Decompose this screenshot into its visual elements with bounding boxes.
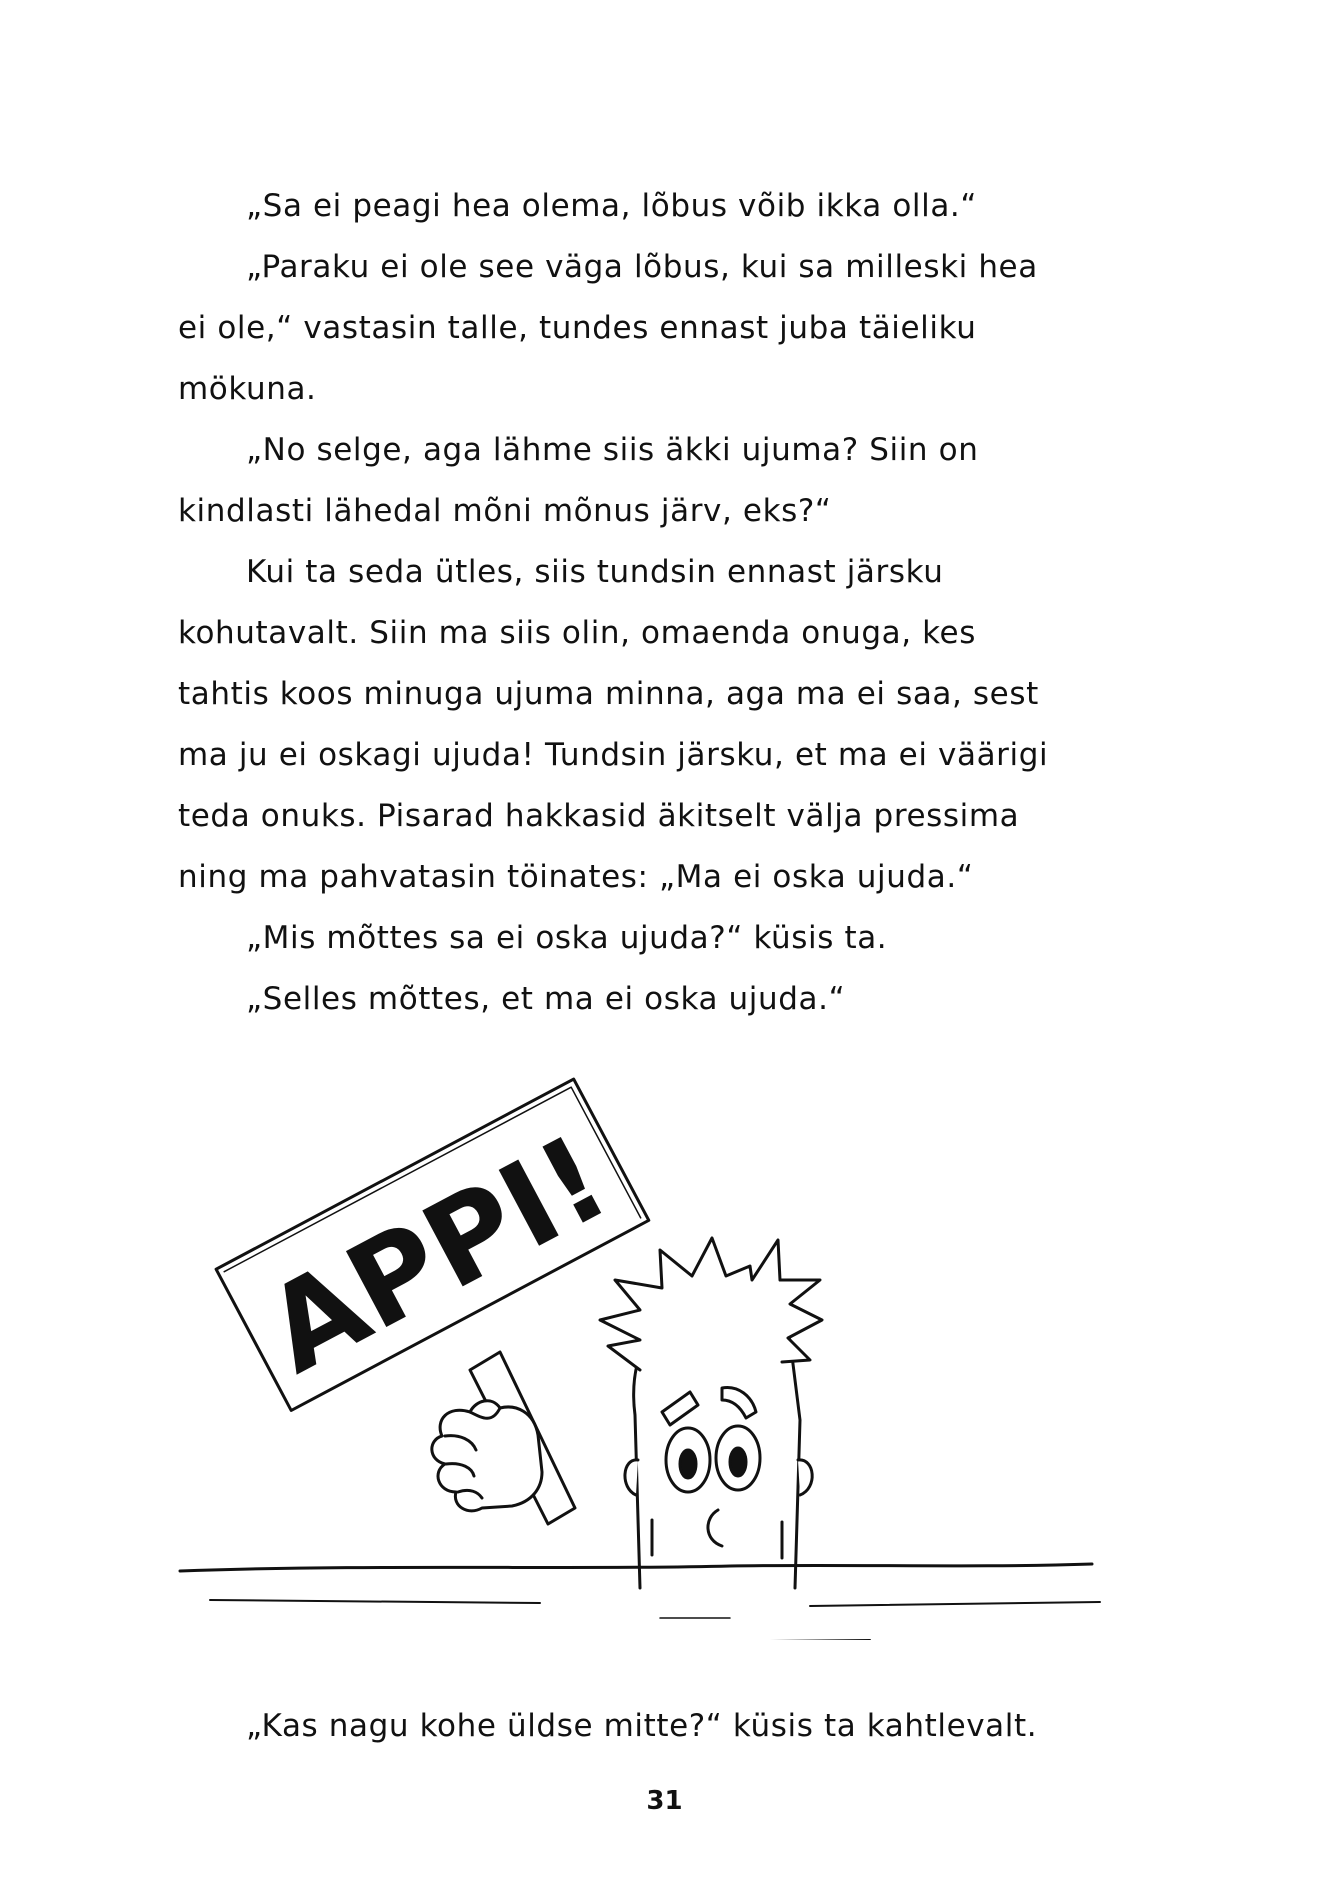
text-line: „Selles mõttes, et ma ei oska ujuda.“: [246, 981, 846, 1017]
text-line: mökuna.: [178, 371, 317, 407]
text-line: „Mis mõttes sa ei oska ujuda?“ küsis ta.: [246, 920, 888, 956]
text-line: ma ju ei oskagi ujuda! Tundsin järsku, et ma ei väärigi: [178, 737, 1049, 773]
body-text: [178, 176, 1158, 1030]
water-line: [180, 1564, 1092, 1571]
hand-icon: [432, 1401, 542, 1511]
boy-head: [600, 1238, 822, 1588]
text-line: kindlasti lähedal mõni mõnus järv, eks?“: [178, 493, 832, 529]
page-number: 31: [646, 1786, 683, 1816]
sign-text: APPI!: [244, 1107, 629, 1400]
text-line: tahtis koos minuga ujuma minna, aga ma ei saa, sest: [178, 676, 1039, 712]
text-line: ning ma pahvatasin töinates: „Ma ei oska ujuda.“: [178, 859, 974, 895]
text-line: „No selge, aga lähme siis äkki ujuma? Siin on: [246, 432, 979, 468]
text-line: teda onuks. Pisarad hakkasid äkitselt välja pressima: [178, 798, 1020, 834]
bottom-text-line: „Kas nagu kohe üldse mitte?“ küsis ta kahtlevalt.: [246, 1708, 1038, 1744]
text-line: kohutavalt. Siin ma siis olin, omaenda onuga, kes: [178, 615, 976, 651]
text-line: „Sa ei peagi hea olema, lõbus võib ikka olla.“: [246, 188, 978, 224]
text-line: ei ole,“ vastasin talle, tundes ennast juba täieliku: [178, 310, 977, 346]
text-line: „Paraku ei ole see väga lõbus, kui sa milleski hea: [246, 249, 1038, 285]
drowning-boy-illustration: [170, 1040, 1130, 1640]
water-line: [210, 1600, 540, 1603]
sign-board: [216, 1079, 649, 1410]
water-line: [810, 1602, 1100, 1606]
text-line: Kui ta seda ütles, siis tundsin ennast järsku: [246, 554, 944, 590]
